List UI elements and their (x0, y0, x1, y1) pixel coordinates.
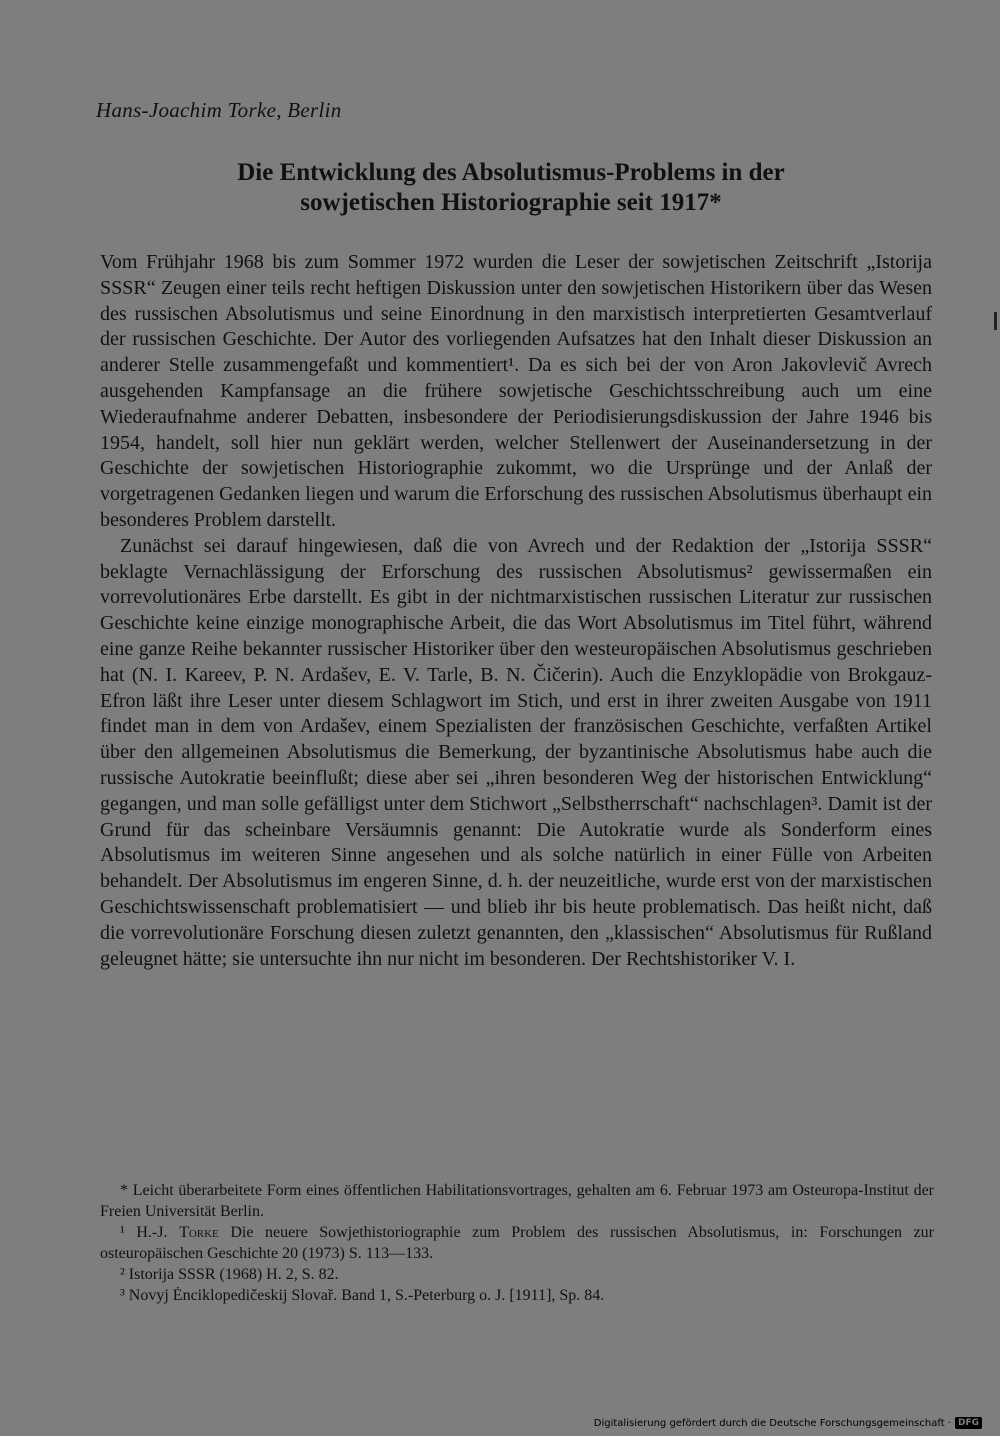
article-body (100, 250, 932, 972)
title-line-2: sowjetischen Historiographie seit 1917* (300, 189, 722, 216)
footnote-3: ³ Novyj Ėnciklopedičeskij Slovař. Band 1, S.-Peterburg o. J. [1911], Sp. 84. (120, 1287, 605, 1304)
footnote-2: ² Istorija SSSR (1968) H. 2, S. 82. (120, 1266, 339, 1283)
footnote-1 (100, 1222, 934, 1264)
body-paragraph-2: Zunächst sei darauf hingewiesen, daß die von Avrech und der Redaktion der „Istorija SSSR“ beklagte Vernachlässigung der Erforschung des russischen Absolutismus² gewissermaßen ein vorrevolutionäres Erbe darstellt. Es gibt in der nichtmarxistischen russischen Literatur zur russischen Geschichte keine einzige monographische Arbeit, die das Wort Absolutismus im Titel führt, während eine ganze Reihe bekannter russischer Historiker über den westeuropäischen Absolutismus geschrieben hat (N. I. Kareev, P. N. Ardašev, E. V. Tarle, B. N. Čičerin). Auch die Enzyklopädie von Brokgauz-Efron läßt ihre Leser unter diesem Schlagwort im Stich, und erst in ihrer zweiten Ausgabe von 1911 findet man in dem von Ardašev, einem Spezialisten der französischen Geschichte, verfaßten Artikel über den allgemeinen Absolutismus die Bemerkung, der byzantinische Absolutismus habe auch die russische Autokratie beeinflußt; diese aber sei „ihren besonderen Weg der historischen Entwicklung“ gegangen, und man solle gefälligst unter dem Stichwort „Selbstherrschaft“ nachschlagen³. Damit ist der Grund für das scheinbare Versäumnis genannt: Die Autokratie wurde als Sonderform eines Absolutismus im weiteren Sinne angesehen und als solche natürlich in einer Fülle von Arbeiten behandelt. Der Absolutismus im engeren Sinne, d. h. der neuzeitliche, wurde erst von der marxistischen Geschichtswissenschaft problematisiert — und blieb ihr bis heute problematisch. Das heißt nicht, daß die vorrevolutionäre Forschung diesen zuletzt genannten, den „klassischen“ Absolutismus für Rußland geleugnet hätte; sie untersuchte ihn nur nicht im besonderen. Der Rechtshistoriker V. I. (100, 534, 932, 970)
footnote-star: * Leicht überarbeitete Form eines öffentlichen Habilitationsvortrages, gehalten am 6. Februar 1973 am Osteuropa-Institut der Freien Universität Berlin. (100, 1182, 934, 1220)
dfg-logo: DFG (955, 1417, 982, 1429)
digitization-footer (594, 1417, 982, 1429)
footnote-1-text: Die neuere Sowjethistoriographie zum Problem des russischen Absolutismus, in: Forschungen zur osteuropäischen Geschichte 20 (1973) S. 113—133. (100, 1224, 935, 1262)
footnote-1-prefix: ¹ H.-J. (120, 1224, 168, 1241)
author-line: Hans-Joachim Torke, Berlin (96, 98, 342, 122)
article-title (100, 158, 922, 218)
footnote-1-author: Torke (179, 1224, 219, 1241)
scan-edge-mark (994, 312, 997, 330)
digitization-credit: Digitalisierung gefördert durch die Deutsche Forschungsgemeinschaft · (593, 1417, 951, 1429)
body-paragraph-1: Vom Frühjahr 1968 bis zum Sommer 1972 wurden die Leser der sowjetischen Zeitschrift „Istorija SSSR“ Zeugen einer teils recht heftigen Diskussion unter den sowjetischen Historikern über das Wesen des russischen Absolutismus und seine Einordnung in den marxistisch interpretierten Gesamtverlauf der russischen Geschichte. Der Autor des vorliegenden Aufsatzes hat den Inhalt dieser Diskussion an anderer Stelle zusammengefaßt und kommentiert¹. Da es sich bei der von Aron Jakovlevič Avrech ausgehenden Kampfansage an die frühere sowjetische Geschichtsschreibung auch um eine Wiederaufnahme anderer Debatten, insbesondere der Periodisierungsdiskussion der Jahre 1946 bis 1954, handelt, soll hier nun geklärt werden, welcher Stellenwert der Auseinandersetzung in der Geschichte der sowjetischen Historiographie zukommt, wo die Ursprünge und der Anlaß der vorgetragenen Gedanken liegen und warum die Erforschung des russischen Absolutismus überhaupt ein besonderes Problem darstellt. (100, 251, 932, 531)
footnotes (100, 1180, 934, 1306)
title-line-1: Die Entwicklung des Absolutismus-Problems in der (237, 159, 785, 186)
